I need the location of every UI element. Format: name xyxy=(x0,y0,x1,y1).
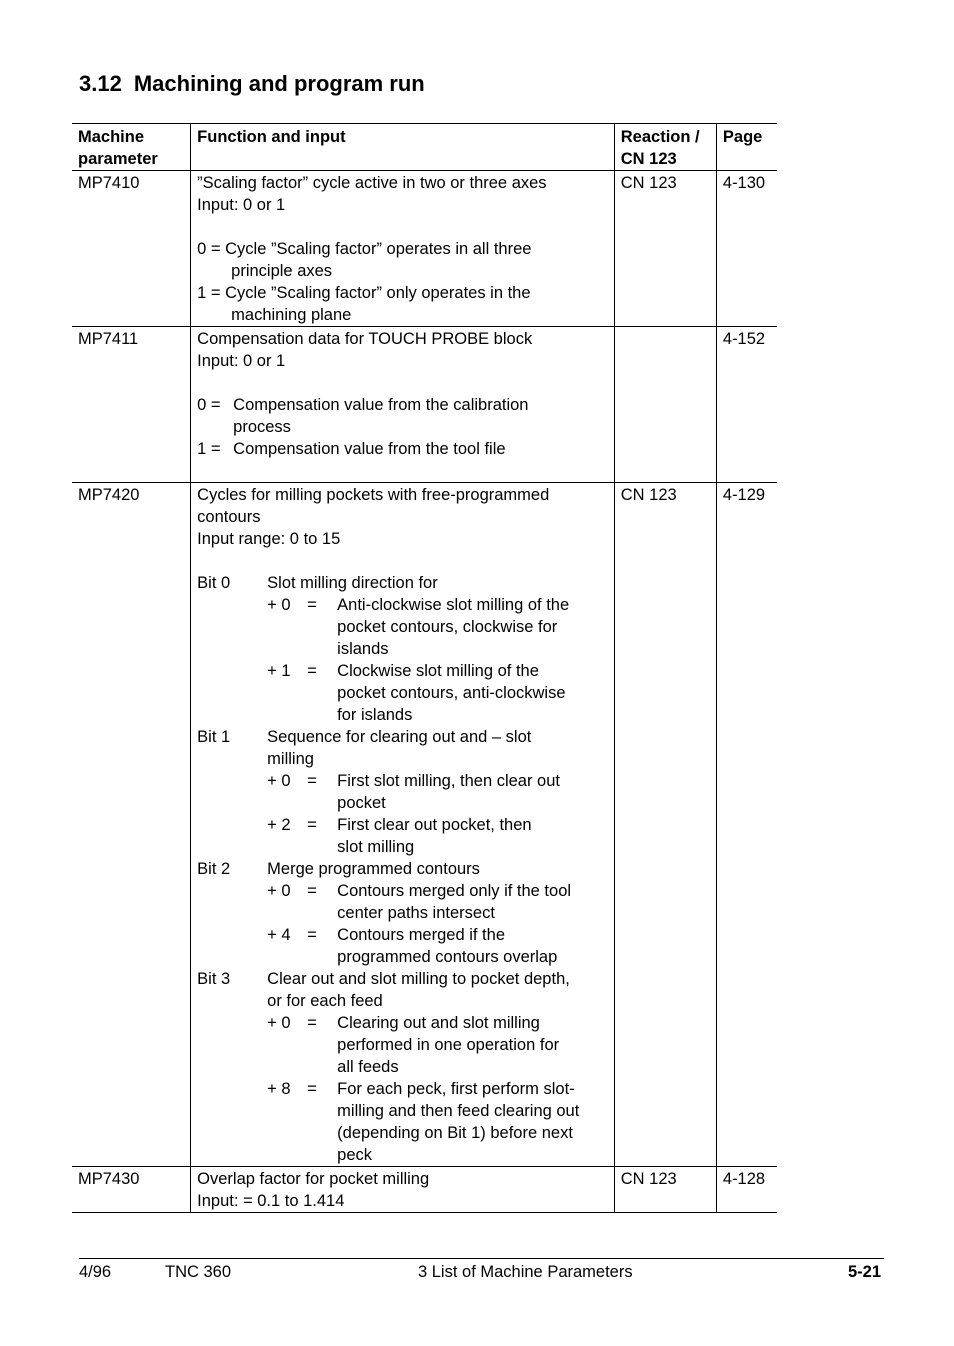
bit-value-line xyxy=(197,946,608,968)
param-cell: MP7410 xyxy=(72,171,191,327)
equals-sign: = xyxy=(307,596,317,614)
bit-value: + 4 xyxy=(267,926,291,944)
bit-value-text: First clear out pocket, then xyxy=(337,816,532,834)
equals-sign: = xyxy=(307,882,317,900)
param-cell: MP7411 xyxy=(72,327,191,483)
bit-value: + 0 xyxy=(267,882,291,900)
bit-value-line xyxy=(197,594,608,616)
bit-value xyxy=(267,682,307,704)
bit-description: Clear out and slot milling to pocket depth, xyxy=(267,970,570,988)
bit-value-text: performed in one operation for xyxy=(337,1036,560,1054)
bit-value-text: pocket xyxy=(337,794,386,812)
equals-sign xyxy=(307,616,337,638)
equals-sign: = xyxy=(307,772,317,790)
table-header-row xyxy=(72,124,777,171)
bit-label: Bit 2 xyxy=(197,860,231,878)
equals-sign xyxy=(307,1122,337,1144)
bit-description: Sequence for clearing out and – slot xyxy=(267,728,532,746)
bit-value-text: peck xyxy=(337,1146,373,1164)
header-function-and-input: Function and input xyxy=(191,124,615,171)
bit-value-text: First slot milling, then clear out xyxy=(337,772,560,790)
equals-sign xyxy=(307,1056,337,1078)
equals-sign xyxy=(307,836,337,858)
section-number: 3.12 xyxy=(79,71,122,96)
page-title xyxy=(79,71,437,97)
header-reaction: Reaction / CN 123 xyxy=(614,124,716,171)
function-cell: Cycles for milling pockets with free-programmed contours Input range: 0 to 15 Bit 0 Slot milling direction for + 0 = Anti-clockwise slot milling of the pocket contours, clockwise for islands + 1 = Clockwise slot milling of the pocket contours, anti-clockwise for islands Bit 1 Sequence for clearing out and – slot milling + 0 = First slot milling, then clear out pocket + 2 = First clear out pocket, then slot milling Bit 2 Merge programmed contours + 0 = Contours merged only if the tool center paths intersect + 4 = Contours merged if the programmed contours overlap Bit 3 Clear out and slot milling to pocket depth, or for each feed + 0 = Clearing out and slot milling performed in one operation for all feeds + 8 = For each peck, first perform slot- milling and then feed clearing out (depending on Bit 1) before next peck xyxy=(191,483,615,1167)
equals-sign: = xyxy=(307,662,317,680)
bit-value-line xyxy=(197,814,608,836)
bit-value-text: all feeds xyxy=(337,1058,399,1076)
bit-value xyxy=(267,616,307,638)
bit-value-text: milling and then feed clearing out xyxy=(337,1102,580,1120)
bit-value-line xyxy=(197,1056,608,1078)
bit-value-line xyxy=(197,1144,608,1166)
section-title: Machining and program run xyxy=(133,71,425,96)
page-cell: 4-129 xyxy=(716,483,777,1167)
function-cell: ”Scaling factor” cycle active in two or three axes Input: 0 or 1 0 = Cycle ”Scaling factor” operates in all three principle axes 1 = Cycle ”Scaling factor” only operates in the machining plane xyxy=(191,171,615,327)
bit-value-text: pocket contours, anti-clockwise xyxy=(337,684,566,702)
page-footer xyxy=(79,1258,884,1281)
bit-value-line xyxy=(197,682,608,704)
equals-sign xyxy=(307,1100,337,1122)
bit-value xyxy=(267,902,307,924)
bit-value-line xyxy=(197,924,608,946)
bit-value-text: Anti-clockwise slot milling of the xyxy=(337,596,570,614)
bit-value-line xyxy=(197,704,608,726)
bit-value-text: programmed contours overlap xyxy=(337,948,558,966)
table-row xyxy=(72,327,777,483)
equals-sign xyxy=(307,1034,337,1056)
bit-description-cont: milling xyxy=(267,750,314,768)
page-cell: 4-152 xyxy=(716,327,777,483)
footer-date: 4/96 xyxy=(79,1263,112,1281)
bit-value xyxy=(267,1056,307,1078)
bit-value-line xyxy=(197,638,608,660)
bit-value-text: Clearing out and slot milling xyxy=(337,1014,540,1032)
bit-value xyxy=(267,638,307,660)
equals-sign: = xyxy=(307,1014,317,1032)
bit-value-text: for islands xyxy=(337,706,413,724)
footer-model: TNC 360 xyxy=(165,1263,232,1281)
param-cell: MP7420 xyxy=(72,483,191,1167)
bit-value-line xyxy=(197,1012,608,1034)
equals-sign xyxy=(307,902,337,924)
bit-value xyxy=(267,792,307,814)
bit-value: + 8 xyxy=(267,1080,291,1098)
bit-value: + 0 xyxy=(267,772,291,790)
bit-value: + 1 xyxy=(267,662,291,680)
bit-description: Slot milling direction for xyxy=(267,574,438,592)
bit-value-line xyxy=(197,660,608,682)
header-machine-parameter: Machine parameter xyxy=(72,124,191,171)
page-cell: 4-128 xyxy=(716,1167,777,1213)
function-cell: Overlap factor for pocket milling Input: = 0.1 to 1.414 xyxy=(191,1167,615,1213)
bit-value-text: slot milling xyxy=(337,838,415,856)
bit-value-text: (depending on Bit 1) before next xyxy=(337,1124,573,1142)
bit-value-line xyxy=(197,770,608,792)
equals-sign: = xyxy=(307,816,317,834)
equals-sign xyxy=(307,638,337,660)
page-cell: 4-130 xyxy=(716,171,777,327)
bit-description: Merge programmed contours xyxy=(267,860,480,878)
bit-value: + 2 xyxy=(267,816,291,834)
bit-value-line xyxy=(197,1034,608,1056)
equals-sign: = xyxy=(307,1080,317,1098)
bit-value xyxy=(267,946,307,968)
bit-list xyxy=(197,572,608,1166)
bit-value xyxy=(267,1122,307,1144)
param-cell: MP7430 xyxy=(72,1167,191,1213)
bit-value-line xyxy=(197,1122,608,1144)
reaction-cell: CN 123 xyxy=(614,1167,716,1213)
bit-value-text: Contours merged if the xyxy=(337,926,505,944)
equals-sign xyxy=(307,946,337,968)
bit-label: Bit 3 xyxy=(197,970,231,988)
bit-value-text: For each peck, first perform slot- xyxy=(337,1080,575,1098)
bit-value-line xyxy=(197,1100,608,1122)
bit-description-cont: or for each feed xyxy=(267,992,383,1010)
bit-value-line xyxy=(197,1078,608,1100)
footer-chapter: 3 List of Machine Parameters xyxy=(418,1263,633,1281)
function-cell: Compensation data for TOUCH PROBE block Input: 0 or 1 0 = Compensation value from the calibration process 1 = Compensation value from the tool file xyxy=(191,327,615,483)
footer-page-number: 5-21 xyxy=(847,1263,881,1281)
bit-row xyxy=(197,968,608,990)
bit-value-line xyxy=(197,902,608,924)
bit-label: Bit 0 xyxy=(197,574,231,592)
bit-value-line xyxy=(197,836,608,858)
equals-sign xyxy=(307,792,337,814)
bit-value-text: center paths intersect xyxy=(337,904,495,922)
equals-sign xyxy=(307,704,337,726)
bit-value: + 0 xyxy=(267,1014,291,1032)
bit-value: + 0 xyxy=(267,596,291,614)
table-row xyxy=(72,483,777,1167)
equals-sign xyxy=(307,682,337,704)
equals-sign xyxy=(307,1144,337,1166)
bit-row xyxy=(197,858,608,880)
bit-value xyxy=(267,1144,307,1166)
bit-value-line xyxy=(197,792,608,814)
bit-value-line xyxy=(197,880,608,902)
bit-value xyxy=(267,836,307,858)
table-row xyxy=(72,171,777,327)
bit-value-text: Contours merged only if the tool xyxy=(337,882,572,900)
bit-value xyxy=(267,1100,307,1122)
reaction-cell: CN 123 xyxy=(614,483,716,1167)
reaction-cell: CN 123 xyxy=(614,171,716,327)
equals-sign: = xyxy=(307,926,317,944)
bit-value-text: islands xyxy=(337,640,389,658)
reaction-cell xyxy=(614,327,716,483)
bit-row xyxy=(197,572,608,594)
bit-value xyxy=(267,704,307,726)
bit-value xyxy=(267,1034,307,1056)
bit-value-text: Clockwise slot milling of the xyxy=(337,662,539,680)
machine-parameter-table xyxy=(72,123,777,1213)
bit-value-line xyxy=(197,616,608,638)
table-row xyxy=(72,1167,777,1213)
bit-row xyxy=(197,726,608,748)
bit-label: Bit 1 xyxy=(197,728,231,746)
bit-value-text: pocket contours, clockwise for xyxy=(337,618,558,636)
header-page: Page xyxy=(716,124,777,171)
